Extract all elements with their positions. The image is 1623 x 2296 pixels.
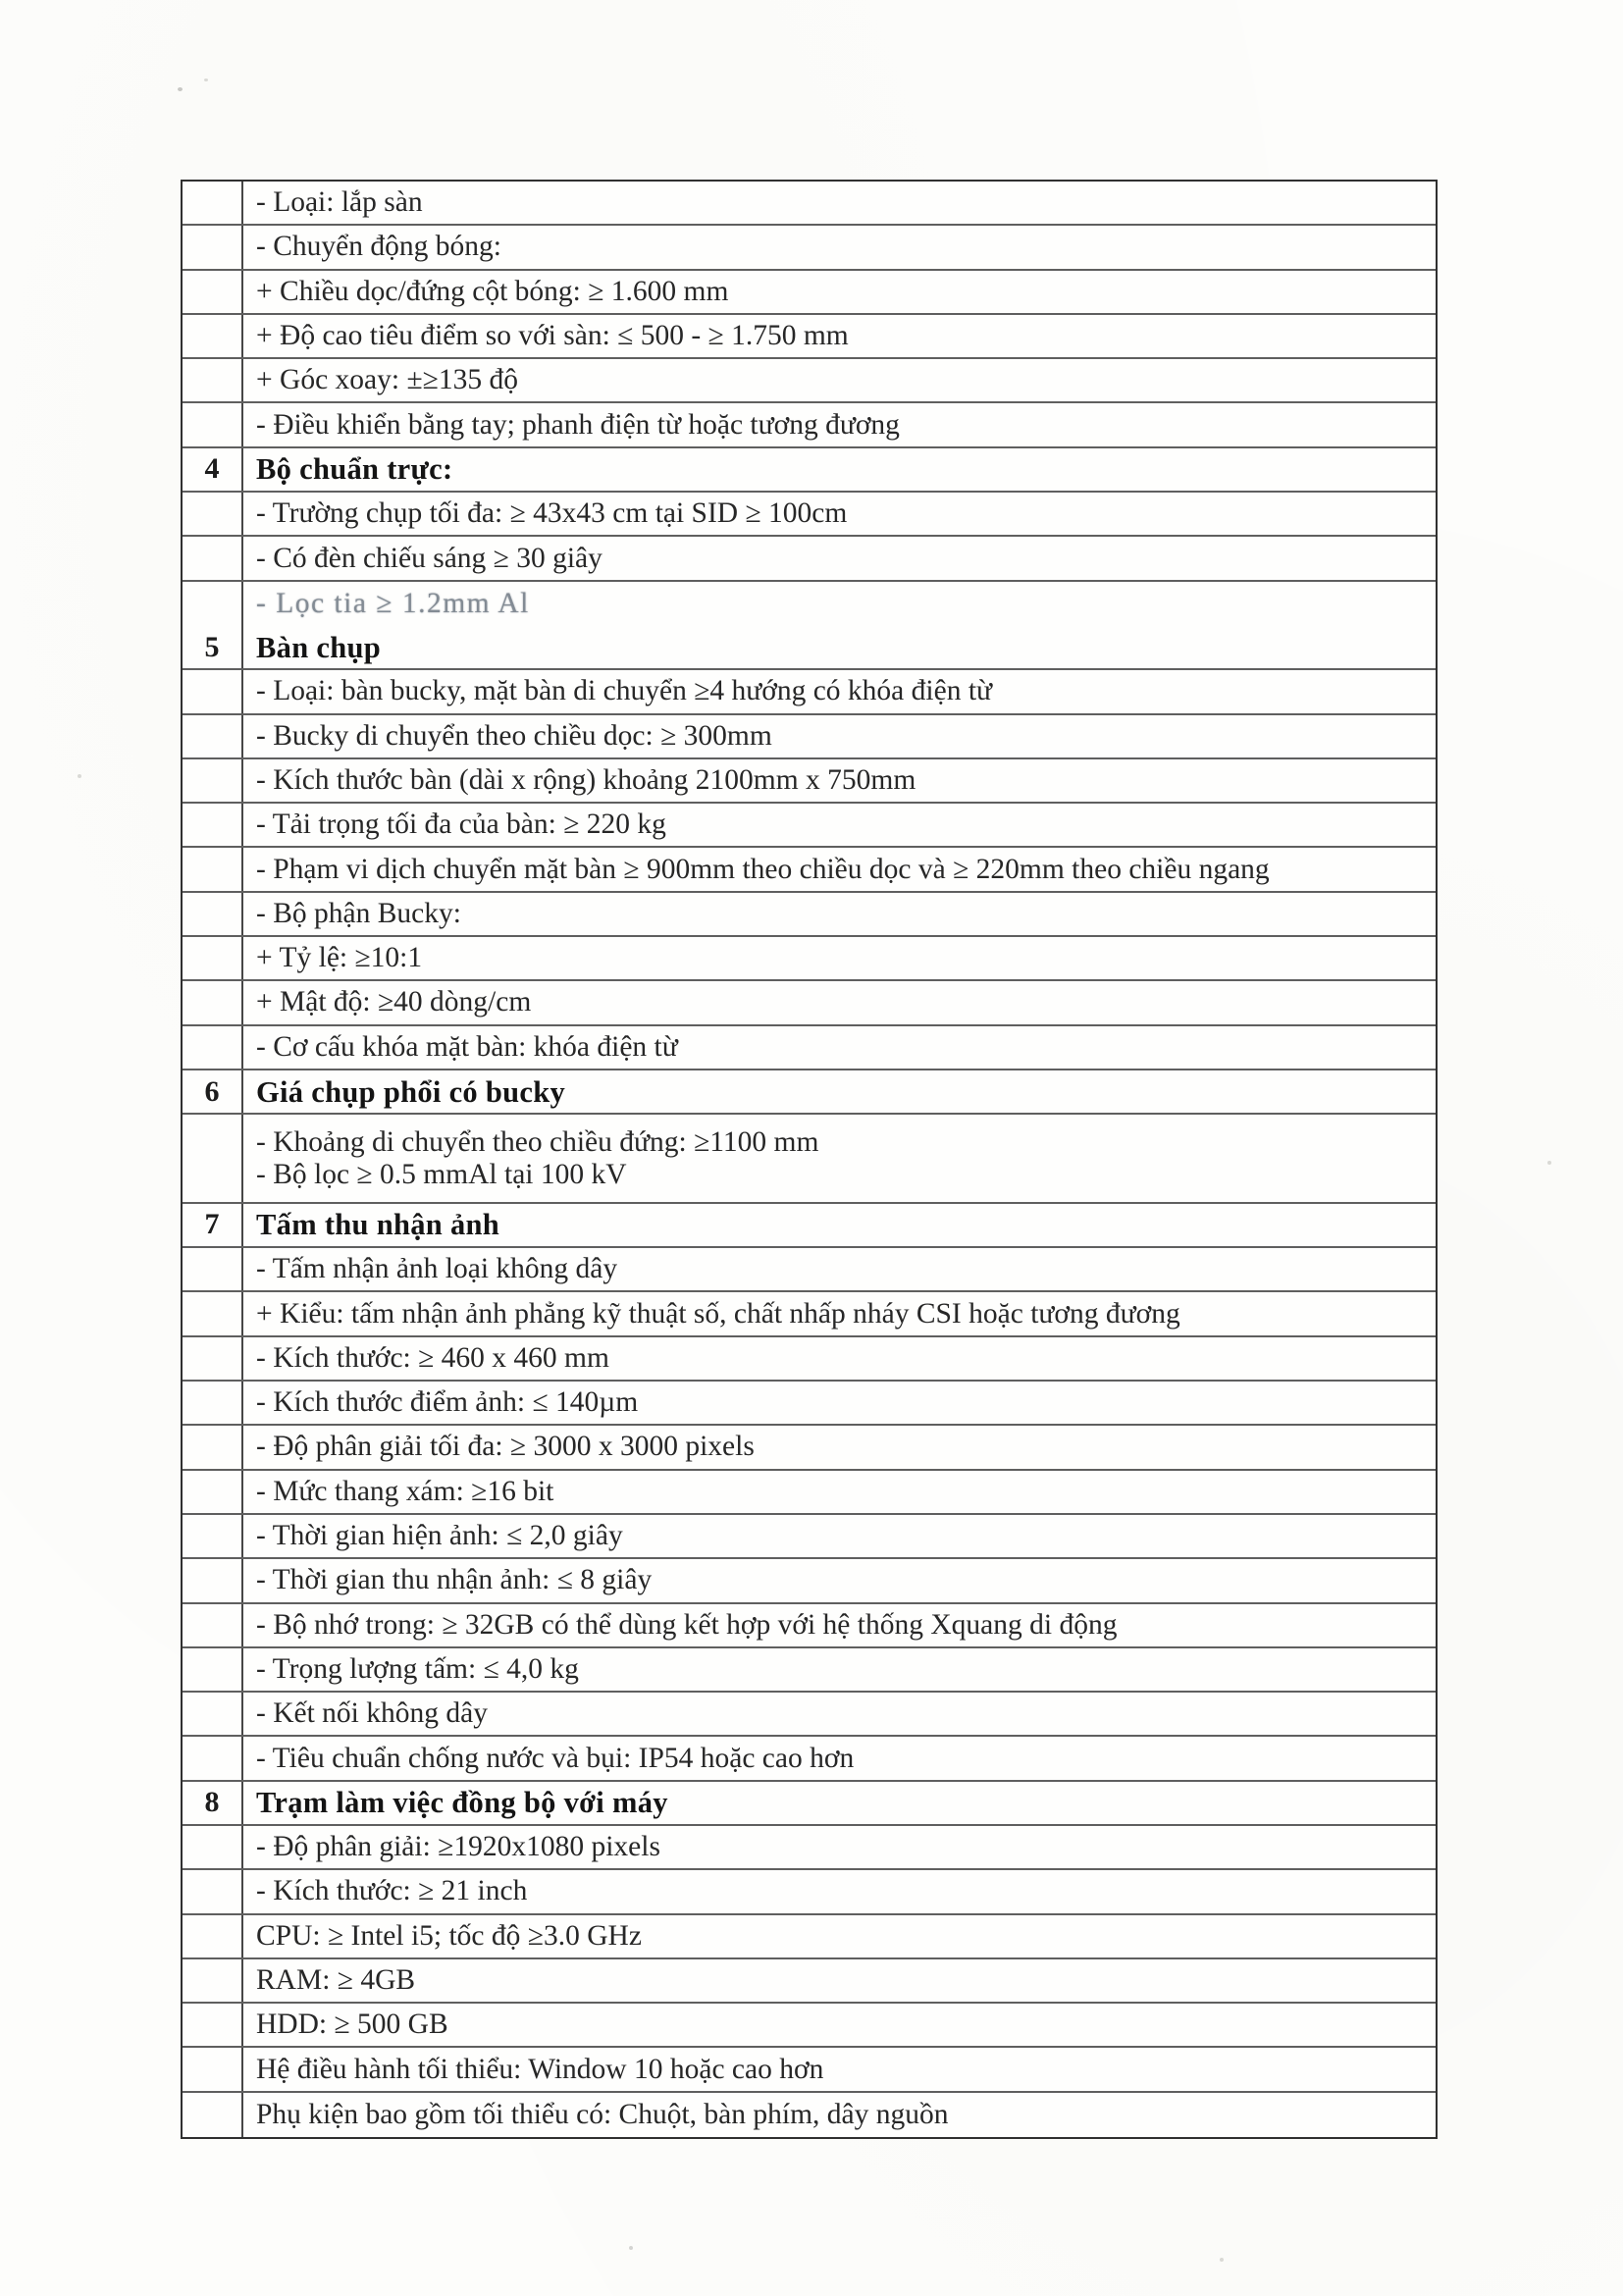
table-row	[183, 1070, 1436, 1115]
row-content-cell: - Tải trọng tối đa của bàn: ≥ 220 kg	[256, 809, 666, 841]
table-row	[183, 182, 1436, 226]
row-content-cell: - Bộ phận Bucky:	[256, 897, 461, 929]
table-row	[183, 1870, 1436, 1914]
row-number-cell: 8	[183, 1782, 243, 1824]
row-content-cell: - Tiêu chuẩn chống nước và bụi: IP54 hoặc cao hơn	[256, 1742, 855, 1774]
row-content-cell: - Loại: lắp sàn	[256, 186, 423, 219]
table-row	[183, 759, 1436, 804]
table-row	[183, 1737, 1436, 1781]
row-number-cell	[183, 226, 243, 268]
row-number-cell	[183, 582, 243, 626]
row-number-cell	[183, 1559, 243, 1601]
row-content-cell: - Độ phân giải: ≥1920x1080 pixels	[256, 1831, 660, 1863]
row-content-cell: - Bộ nhớ trong: ≥ 32GB có thể dùng kết hợp với hệ thống Xquang di động	[256, 1608, 1118, 1641]
row-number-cell	[183, 1382, 243, 1424]
row-content-cell: + Mật độ: ≥40 dòng/cm	[256, 986, 532, 1018]
table-row	[183, 937, 1436, 981]
scan-speck	[629, 2246, 633, 2250]
row-number-cell	[183, 2048, 243, 2090]
spec-table	[181, 180, 1438, 2139]
row-content-cell: - Loại: bàn bucky, mặt bàn di chuyển ≥4 hướng có khóa điện từ	[256, 675, 993, 707]
table-row	[183, 1337, 1436, 1382]
row-content-cell: - Có đèn chiếu sáng ≥ 30 giây	[256, 542, 602, 574]
row-number-cell	[183, 1471, 243, 1513]
table-row	[183, 1959, 1436, 2004]
row-content-cell: - Phạm vi dịch chuyển mặt bàn ≥ 900mm theo chiều dọc và ≥ 220mm theo chiều ngang	[256, 853, 1270, 885]
row-number-cell	[183, 2004, 243, 2046]
row-number-cell	[183, 1693, 243, 1735]
table-row	[183, 226, 1436, 270]
row-content-cell: Tấm thu nhận ảnh	[256, 1208, 500, 1242]
row-number-cell	[183, 493, 243, 535]
table-row	[183, 1826, 1436, 1870]
row-number-cell: 4	[183, 448, 243, 491]
scan-speck	[1220, 2258, 1224, 2262]
row-number-cell	[183, 315, 243, 357]
row-number-cell	[183, 359, 243, 401]
row-number-cell	[183, 981, 243, 1023]
row-content-cell: - Kích thước: ≥ 21 inch	[256, 1875, 528, 1907]
table-row	[183, 1382, 1436, 1426]
row-content-cell: - Độ phân giải tối đa: ≥ 3000 x 3000 pixels	[256, 1431, 755, 1463]
table-row	[183, 493, 1436, 537]
table-row	[183, 1248, 1436, 1292]
table-row	[183, 2048, 1436, 2092]
row-content-cell: - Thời gian hiện ảnh: ≤ 2,0 giây	[256, 1520, 623, 1552]
row-number-cell	[183, 537, 243, 579]
scan-speck	[1547, 1161, 1551, 1165]
table-row	[183, 582, 1436, 626]
row-content-cell: - Chuyển động bóng:	[256, 231, 501, 263]
row-number-cell	[183, 182, 243, 224]
row-content-cell: Bàn chụp	[256, 630, 382, 664]
row-content-cell: - Kích thước: ≥ 460 x 460 mm	[256, 1341, 609, 1374]
row-number-cell	[183, 893, 243, 935]
row-content-cell: + Kiểu: tấm nhận ảnh phẳng kỹ thuật số, chất nhấp nháy CSI hoặc tương đương	[256, 1297, 1180, 1330]
row-number-cell	[183, 804, 243, 846]
row-content-cell: - Điều khiển bằng tay; phanh điện từ hoặc tương đương	[256, 408, 900, 441]
row-number-cell	[183, 1915, 243, 1957]
table-row	[183, 1026, 1436, 1070]
row-number-cell	[183, 1826, 243, 1868]
row-content-cell: Phụ kiện bao gồm tối thiểu có: Chuột, bàn phím, dây nguồn	[256, 2098, 949, 2130]
table-row	[183, 1115, 1436, 1204]
spec-line: - Bộ lọc ≥ 0.5 mmAl tại 100 kV	[256, 1158, 627, 1190]
table-row	[183, 1292, 1436, 1336]
row-content-cell: RAM: ≥ 4GB	[256, 1964, 416, 1996]
row-content-cell: - Kích thước điểm ảnh: ≤ 140µm	[256, 1386, 639, 1419]
scan-speck	[78, 774, 81, 778]
row-content-cell: - Trọng lượng tấm: ≤ 4,0 kg	[256, 1652, 579, 1685]
row-content-cell	[243, 1115, 1436, 1202]
row-content-cell: + Độ cao tiêu điểm so với sàn: ≤ 500 - ≥ 1.750 mm	[256, 320, 849, 352]
table-row	[183, 403, 1436, 447]
table-row	[183, 1782, 1436, 1826]
row-content-cell: + Chiều dọc/đứng cột bóng: ≥ 1.600 mm	[256, 275, 729, 307]
row-content-cell: - Bucky di chuyển theo chiều dọc: ≥ 300mm	[256, 719, 772, 752]
table-row	[183, 2093, 1436, 2137]
row-content-cell: - Lọc tia ≥ 1.2mm Al	[256, 587, 530, 619]
table-row	[183, 1648, 1436, 1693]
row-number-cell	[183, 759, 243, 802]
row-content-cell: + Góc xoay: ±≥135 độ	[256, 364, 518, 396]
row-content-cell: - Mức thang xám: ≥16 bit	[256, 1475, 554, 1507]
scan-speck	[204, 78, 208, 81]
row-number-cell	[183, 1426, 243, 1468]
row-number-cell: 7	[183, 1204, 243, 1246]
table-row	[183, 848, 1436, 892]
table-row	[183, 626, 1436, 670]
row-number-cell	[183, 1959, 243, 2002]
row-content-cell: - Tấm nhận ảnh loại không dây	[256, 1253, 618, 1285]
table-row	[183, 1693, 1436, 1737]
row-number-cell: 6	[183, 1070, 243, 1113]
table-row	[183, 1426, 1436, 1470]
row-content-cell: - Trường chụp tối đa: ≥ 43x43 cm tại SID ≥ 100cm	[256, 497, 848, 530]
table-row	[183, 271, 1436, 315]
table-row	[183, 448, 1436, 493]
row-number-cell	[183, 1115, 243, 1202]
row-number-cell	[183, 1737, 243, 1779]
row-content-cell: Trạm làm việc đồng bộ với máy	[256, 1786, 668, 1820]
table-row	[183, 804, 1436, 848]
row-content-cell: - Kích thước bàn (dài x rộng) khoảng 2100mm x 750mm	[256, 763, 916, 796]
table-row	[183, 1559, 1436, 1603]
row-number-cell	[183, 271, 243, 313]
table-row	[183, 893, 1436, 937]
row-content-cell: CPU: ≥ Intel i5; tốc độ ≥3.0 GHz	[256, 1919, 642, 1952]
row-content-cell: Giá chụp phổi có bucky	[256, 1074, 566, 1109]
table-row	[183, 359, 1436, 403]
row-content-cell: HDD: ≥ 500 GB	[256, 2009, 448, 2041]
scan-speck	[178, 87, 183, 91]
row-content-cell: Hệ điều hành tối thiểu: Window 10 hoặc cao hơn	[256, 2053, 824, 2085]
table-row	[183, 2004, 1436, 2048]
table-row	[183, 1471, 1436, 1515]
spec-line: - Khoảng di chuyển theo chiều đứng: ≥1100 mm	[256, 1125, 819, 1158]
table-row	[183, 537, 1436, 581]
row-number-cell	[183, 1604, 243, 1646]
row-number-cell	[183, 670, 243, 712]
table-row	[183, 981, 1436, 1025]
table-row	[183, 1204, 1436, 1248]
row-number-cell: 5	[183, 626, 243, 668]
table-row	[183, 1604, 1436, 1648]
row-number-cell	[183, 937, 243, 979]
table-row	[183, 1515, 1436, 1559]
table-row	[183, 670, 1436, 714]
row-number-cell	[183, 848, 243, 890]
row-number-cell	[183, 2093, 243, 2137]
row-number-cell	[183, 403, 243, 445]
row-number-cell	[183, 1515, 243, 1557]
row-content-cell: + Tỷ lệ: ≥10:1	[256, 942, 423, 974]
row-number-cell	[183, 1248, 243, 1290]
row-number-cell	[183, 715, 243, 757]
row-number-cell	[183, 1337, 243, 1380]
table-row	[183, 315, 1436, 359]
table-row	[183, 1915, 1436, 1959]
row-content-cell: - Thời gian thu nhận ảnh: ≤ 8 giây	[256, 1564, 653, 1596]
row-number-cell	[183, 1026, 243, 1069]
table-row	[183, 715, 1436, 759]
row-number-cell	[183, 1648, 243, 1691]
row-content-cell: - Cơ cấu khóa mặt bàn: khóa điện từ	[256, 1030, 678, 1063]
row-content-cell: - Kết nối không dây	[256, 1697, 488, 1730]
row-number-cell	[183, 1292, 243, 1334]
row-number-cell	[183, 1870, 243, 1912]
row-content-cell: Bộ chuẩn trực:	[256, 452, 453, 487]
